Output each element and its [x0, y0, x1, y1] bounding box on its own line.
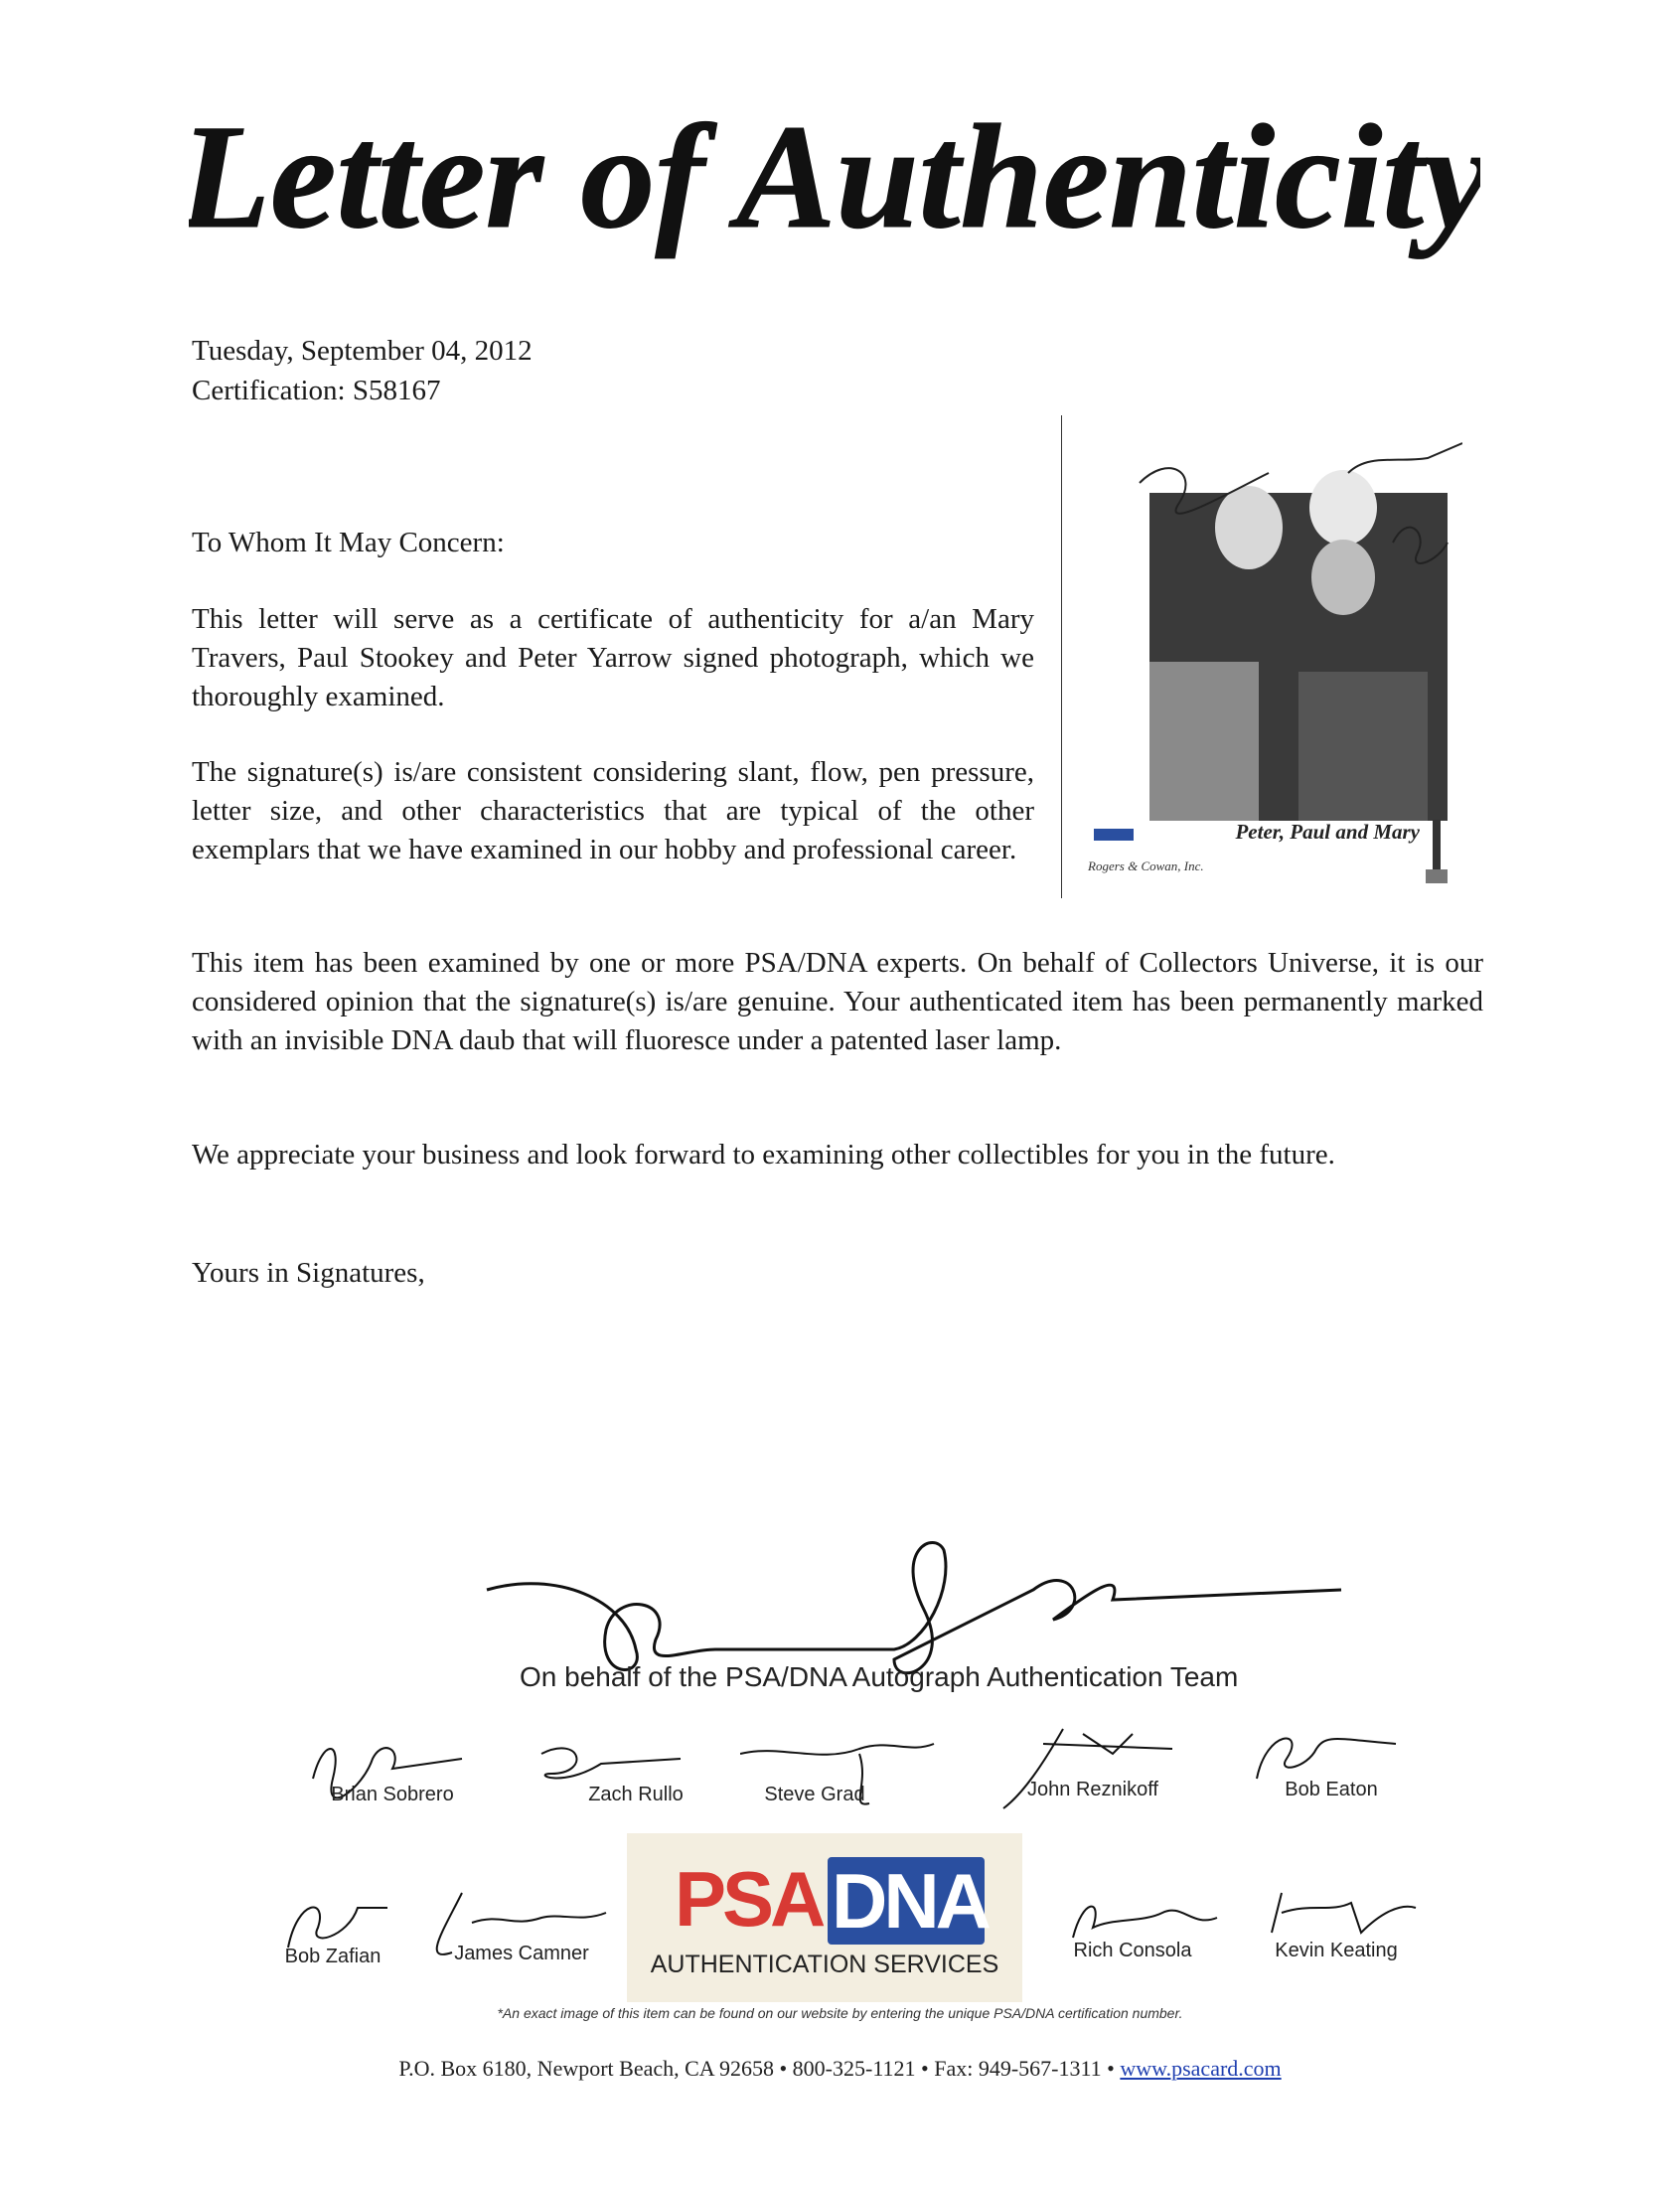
footnote: *An exact image of this item can be found on our website by entering the unique PSA/DNA certification number. — [497, 2005, 1183, 2021]
title-script — [189, 78, 1480, 306]
paragraph-consistency: The signature(s) is/are consistent considering slant, flow, pen pressure, letter size, and other characteristics that are typical of the other exemplars that we have examined in our hobby and professional career. — [192, 756, 1034, 865]
certification-number: Certification: S58167 — [192, 375, 441, 406]
team-line: On behalf of the PSA/DNA Autograph Authentication Team — [520, 1661, 1239, 1692]
badge-subtitle: AUTHENTICATION SERVICES — [650, 1951, 999, 1978]
letter-date: Tuesday, September 04, 2012 — [192, 335, 533, 367]
staff-name: Steve Grad — [764, 1784, 865, 1805]
tower-logo-icon — [1422, 818, 1451, 885]
staff-name: John Reznikoff — [1027, 1779, 1158, 1800]
website-link[interactable]: www.psacard.com — [1120, 2056, 1282, 2081]
psa-logo-text: PSA — [675, 1855, 823, 1943]
staff-name: James Camner — [454, 1943, 589, 1964]
psa-sticker-icon — [1094, 829, 1134, 841]
staff-signature — [1252, 1883, 1421, 1943]
closing: Yours in Signatures, — [192, 1257, 425, 1289]
contact-address — [0, 2056, 1680, 2082]
salutation: To Whom It May Concern: — [192, 527, 505, 558]
psa-dna-badge — [627, 1833, 1022, 2002]
staff-name: Bob Zafian — [284, 1946, 382, 1967]
staff-signature — [1053, 1888, 1222, 1948]
staff-name: Brian Sobrero — [331, 1784, 454, 1805]
title-text: Letter of Authenticity — [189, 94, 1480, 259]
staff-name: Bob Eaton — [1285, 1779, 1378, 1800]
photo-caption: Peter, Paul and Mary — [1235, 820, 1420, 844]
staff-name: Rich Consola — [1073, 1940, 1192, 1961]
staff-name: Kevin Keating — [1275, 1940, 1398, 1961]
paragraph-appreciation: We appreciate your business and look forward to examining other collectibles for you in the future. — [192, 1139, 1335, 1171]
paragraph-examination: This item has been examined by one or more PSA/DNA experts. On behalf of Collectors Universe, it is our considered opinion that the signature(s) is/are genuine. Your authenticated item has been permanently marked with an invisible DNA daub that will fluoresce under a patented laser lamp. — [192, 947, 1483, 1056]
letter-title — [189, 78, 1480, 306]
signed-photograph — [1061, 415, 1479, 898]
letter-meta — [192, 331, 533, 410]
staff-name: Zach Rullo — [588, 1784, 684, 1805]
address-text: P.O. Box 6180, Newport Beach, CA 92658 • 800-325-1121 • Fax: 949-567-1311 • — [398, 2056, 1121, 2081]
paragraph-authenticity: This letter will serve as a certificate of authenticity for a/an Mary Travers, Paul Stookey and Peter Yarrow signed photograph, which we thoroughly examined. — [192, 603, 1034, 712]
dna-logo-text: DNA — [828, 1857, 985, 1945]
photo-image — [1110, 433, 1462, 821]
photo-studio: Rogers & Cowan, Inc. — [1088, 858, 1204, 873]
